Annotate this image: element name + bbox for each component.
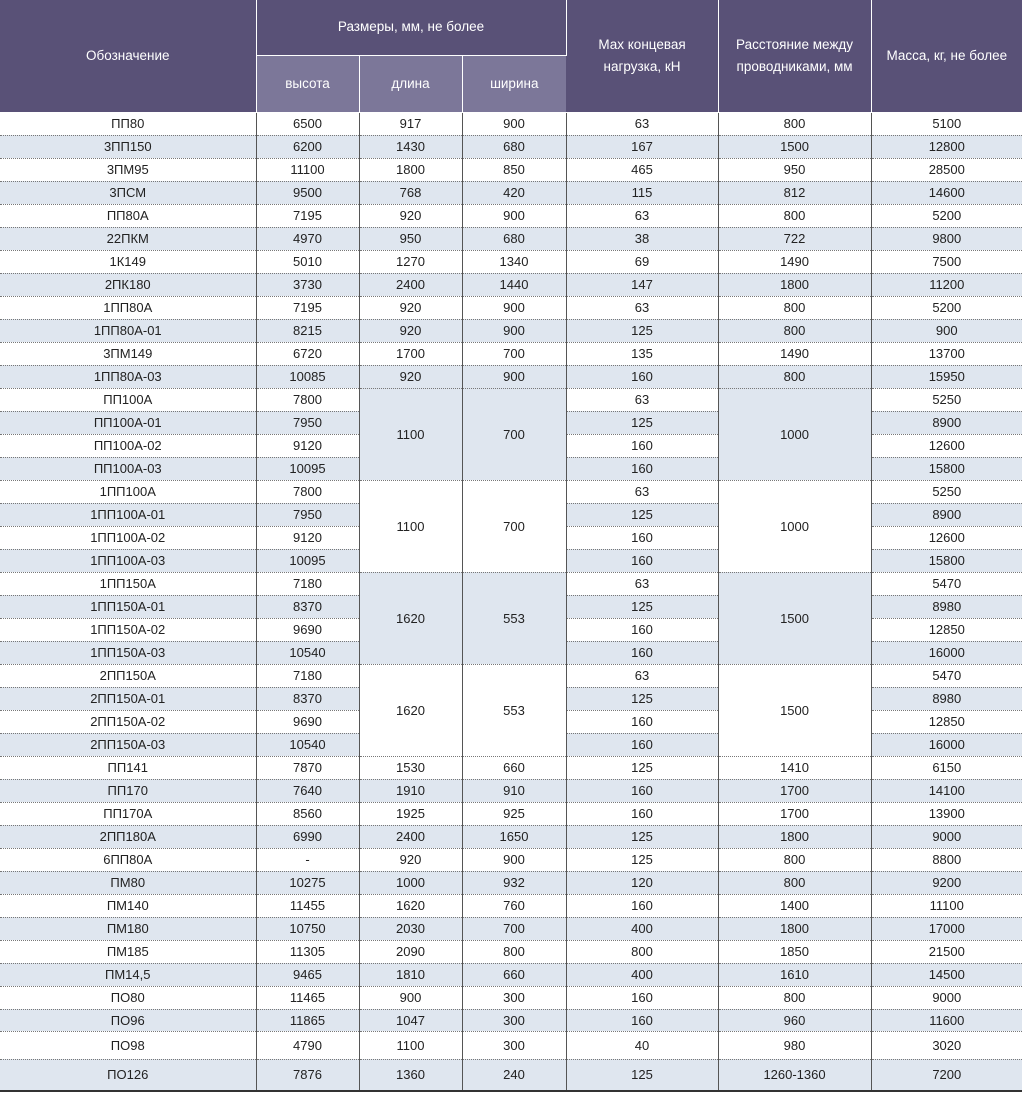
header-designation: Обозначение	[0, 0, 256, 112]
cell-distance: 1700	[718, 802, 871, 825]
cell-length: 2400	[359, 273, 462, 296]
header-load: Мах концевая нагрузка, кН	[566, 0, 718, 112]
cell-distance: 950	[718, 158, 871, 181]
cell-length: 1810	[359, 963, 462, 986]
cell-width: 700	[462, 917, 566, 940]
cell-length: 900	[359, 986, 462, 1009]
cell-load: 160	[566, 434, 718, 457]
cell-mass: 8980	[871, 687, 1022, 710]
cell-designation: ПМ185	[0, 940, 256, 963]
cell-width: 925	[462, 802, 566, 825]
table-row	[0, 779, 1022, 802]
cell-designation: 1ПП80А-01	[0, 319, 256, 342]
cell-mass: 9000	[871, 825, 1022, 848]
cell-distance: 1850	[718, 940, 871, 963]
cell-load: 125	[566, 319, 718, 342]
cell-height: 6990	[256, 825, 359, 848]
cell-load: 160	[566, 986, 718, 1009]
cell-designation: ПМ80	[0, 871, 256, 894]
cell-load: 125	[566, 756, 718, 779]
cell-load: 63	[566, 112, 718, 135]
header-length: длина	[359, 55, 462, 112]
cell-designation: 3ПСМ	[0, 181, 256, 204]
cell-designation: 2ПП150А-02	[0, 710, 256, 733]
table-row	[0, 227, 1022, 250]
cell-mass: 14600	[871, 181, 1022, 204]
cell-distance: 800	[718, 319, 871, 342]
cell-height: 6200	[256, 135, 359, 158]
cell-load: 160	[566, 641, 718, 664]
cell-load: 160	[566, 526, 718, 549]
cell-distance: 800	[718, 986, 871, 1009]
cell-load: 160	[566, 618, 718, 641]
table-row	[0, 664, 1022, 687]
cell-load: 120	[566, 871, 718, 894]
cell-distance: 1700	[718, 779, 871, 802]
cell-width: 300	[462, 1009, 566, 1031]
cell-length: 1430	[359, 135, 462, 158]
cell-load: 160	[566, 1009, 718, 1031]
cell-mass: 9000	[871, 986, 1022, 1009]
cell-width: 900	[462, 204, 566, 227]
cell-designation: ПО126	[0, 1059, 256, 1091]
cell-designation: 3ПМ95	[0, 158, 256, 181]
table-row	[0, 1009, 1022, 1031]
cell-mass: 5200	[871, 204, 1022, 227]
cell-distance: 1800	[718, 273, 871, 296]
cell-height: 3730	[256, 273, 359, 296]
cell-width: 800	[462, 940, 566, 963]
cell-load: 147	[566, 273, 718, 296]
table-row	[0, 296, 1022, 319]
cell-length: 1100	[359, 1031, 462, 1059]
cell-mass: 12850	[871, 710, 1022, 733]
table-row	[0, 802, 1022, 825]
cell-height: 10095	[256, 549, 359, 572]
cell-height: 4790	[256, 1031, 359, 1059]
cell-mass: 16000	[871, 733, 1022, 756]
cell-designation: ПО98	[0, 1031, 256, 1059]
cell-height: 8560	[256, 802, 359, 825]
cell-height: 8370	[256, 687, 359, 710]
cell-designation: ПП100А-03	[0, 457, 256, 480]
cell-length: 2090	[359, 940, 462, 963]
cell-mass: 15800	[871, 457, 1022, 480]
table-row	[0, 204, 1022, 227]
cell-distance: 1490	[718, 342, 871, 365]
cell-mass: 3020	[871, 1031, 1022, 1059]
cell-load: 125	[566, 848, 718, 871]
cell-width: 553	[462, 572, 566, 664]
cell-width: 420	[462, 181, 566, 204]
cell-height: 9690	[256, 710, 359, 733]
cell-mass: 7200	[871, 1059, 1022, 1091]
cell-length: 920	[359, 848, 462, 871]
table-row	[0, 319, 1022, 342]
cell-length: 1700	[359, 342, 462, 365]
cell-designation: 1ПП100А	[0, 480, 256, 503]
cell-height: 11465	[256, 986, 359, 1009]
table-row	[0, 1059, 1022, 1091]
cell-designation: 3ПП150	[0, 135, 256, 158]
cell-distance: 960	[718, 1009, 871, 1031]
cell-height: 9120	[256, 434, 359, 457]
cell-length: 920	[359, 319, 462, 342]
cell-height: 7950	[256, 411, 359, 434]
cell-load: 160	[566, 779, 718, 802]
cell-mass: 11600	[871, 1009, 1022, 1031]
cell-width: 900	[462, 365, 566, 388]
cell-width: 900	[462, 296, 566, 319]
table-row	[0, 894, 1022, 917]
cell-width: 660	[462, 963, 566, 986]
cell-mass: 11200	[871, 273, 1022, 296]
cell-height: 10750	[256, 917, 359, 940]
cell-mass: 12600	[871, 434, 1022, 457]
cell-height: -	[256, 848, 359, 871]
cell-designation: 2ПП150А-03	[0, 733, 256, 756]
cell-distance: 980	[718, 1031, 871, 1059]
cell-mass: 13700	[871, 342, 1022, 365]
cell-mass: 900	[871, 319, 1022, 342]
cell-width: 700	[462, 342, 566, 365]
cell-length: 920	[359, 365, 462, 388]
cell-height: 7195	[256, 296, 359, 319]
cell-designation: ПП100А-01	[0, 411, 256, 434]
cell-height: 7640	[256, 779, 359, 802]
cell-mass: 5250	[871, 388, 1022, 411]
cell-designation: 2ПП150А-01	[0, 687, 256, 710]
cell-length: 950	[359, 227, 462, 250]
cell-length: 1270	[359, 250, 462, 273]
table-row	[0, 825, 1022, 848]
cell-designation: ПП170	[0, 779, 256, 802]
cell-load: 400	[566, 917, 718, 940]
table-row	[0, 158, 1022, 181]
cell-height: 9120	[256, 526, 359, 549]
cell-load: 125	[566, 1059, 718, 1091]
cell-width: 850	[462, 158, 566, 181]
cell-load: 160	[566, 549, 718, 572]
cell-width: 553	[462, 664, 566, 756]
cell-distance: 1260-1360	[718, 1059, 871, 1091]
cell-load: 160	[566, 365, 718, 388]
cell-length: 1925	[359, 802, 462, 825]
cell-load: 38	[566, 227, 718, 250]
cell-designation: 1ПП100А-01	[0, 503, 256, 526]
header-mass: Масса, кг, не более	[871, 0, 1022, 112]
cell-load: 125	[566, 595, 718, 618]
cell-width: 700	[462, 480, 566, 572]
cell-mass: 8900	[871, 503, 1022, 526]
table-row	[0, 1031, 1022, 1059]
cell-width: 300	[462, 986, 566, 1009]
cell-distance: 1500	[718, 664, 871, 756]
cell-height: 7870	[256, 756, 359, 779]
cell-length: 2030	[359, 917, 462, 940]
cell-load: 125	[566, 503, 718, 526]
cell-width: 680	[462, 227, 566, 250]
cell-height: 5010	[256, 250, 359, 273]
cell-load: 115	[566, 181, 718, 204]
cell-load: 63	[566, 388, 718, 411]
cell-mass: 21500	[871, 940, 1022, 963]
cell-load: 125	[566, 411, 718, 434]
cell-height: 7180	[256, 572, 359, 595]
cell-distance: 1000	[718, 480, 871, 572]
cell-width: 1340	[462, 250, 566, 273]
cell-designation: 1ПП80А-03	[0, 365, 256, 388]
cell-designation: ПП100А	[0, 388, 256, 411]
cell-mass: 9200	[871, 871, 1022, 894]
cell-mass: 16000	[871, 641, 1022, 664]
cell-mass: 7500	[871, 250, 1022, 273]
cell-mass: 14100	[871, 779, 1022, 802]
cell-height: 6500	[256, 112, 359, 135]
cell-height: 9500	[256, 181, 359, 204]
cell-designation: ПП141	[0, 756, 256, 779]
cell-height: 8370	[256, 595, 359, 618]
table-row	[0, 181, 1022, 204]
cell-mass: 6150	[871, 756, 1022, 779]
cell-distance: 1800	[718, 825, 871, 848]
cell-height: 7180	[256, 664, 359, 687]
cell-length: 1100	[359, 388, 462, 480]
cell-height: 4970	[256, 227, 359, 250]
cell-load: 160	[566, 710, 718, 733]
cell-designation: ПМ14,5	[0, 963, 256, 986]
cell-height: 11305	[256, 940, 359, 963]
cell-designation: 1ПП150А	[0, 572, 256, 595]
table-row	[0, 480, 1022, 503]
cell-height: 7876	[256, 1059, 359, 1091]
cell-height: 11865	[256, 1009, 359, 1031]
cell-length: 1530	[359, 756, 462, 779]
cell-height: 10275	[256, 871, 359, 894]
cell-height: 10095	[256, 457, 359, 480]
cell-width: 760	[462, 894, 566, 917]
cell-length: 1800	[359, 158, 462, 181]
cell-designation: ПП100А-02	[0, 434, 256, 457]
cell-distance: 1500	[718, 135, 871, 158]
cell-mass: 8800	[871, 848, 1022, 871]
cell-designation: 1ПП150А-01	[0, 595, 256, 618]
cell-distance: 1400	[718, 894, 871, 917]
cell-width: 660	[462, 756, 566, 779]
cell-mass: 5200	[871, 296, 1022, 319]
table-row	[0, 572, 1022, 595]
cell-designation: ПП80	[0, 112, 256, 135]
cell-distance: 800	[718, 112, 871, 135]
cell-distance: 812	[718, 181, 871, 204]
cell-designation: ПМ140	[0, 894, 256, 917]
cell-width: 240	[462, 1059, 566, 1091]
cell-load: 160	[566, 457, 718, 480]
table-row	[0, 365, 1022, 388]
cell-designation: 1К149	[0, 250, 256, 273]
cell-length: 1100	[359, 480, 462, 572]
cell-height: 7195	[256, 204, 359, 227]
cell-designation: 1ПП150А-03	[0, 641, 256, 664]
cell-mass: 12800	[871, 135, 1022, 158]
cell-distance: 1610	[718, 963, 871, 986]
cell-length: 2400	[359, 825, 462, 848]
cell-designation: ПМ180	[0, 917, 256, 940]
cell-width: 680	[462, 135, 566, 158]
cell-mass: 15800	[871, 549, 1022, 572]
cell-mass: 9800	[871, 227, 1022, 250]
cell-designation: 3ПМ149	[0, 342, 256, 365]
cell-height: 10540	[256, 733, 359, 756]
table-row	[0, 756, 1022, 779]
cell-height: 9690	[256, 618, 359, 641]
cell-height: 9465	[256, 963, 359, 986]
cell-mass: 12850	[871, 618, 1022, 641]
cell-height: 11100	[256, 158, 359, 181]
cell-width: 900	[462, 848, 566, 871]
table-row	[0, 112, 1022, 135]
cell-distance: 722	[718, 227, 871, 250]
cell-load: 465	[566, 158, 718, 181]
cell-designation: 2ПК180	[0, 273, 256, 296]
cell-mass: 17000	[871, 917, 1022, 940]
cell-designation: ПО80	[0, 986, 256, 1009]
cell-mass: 28500	[871, 158, 1022, 181]
cell-distance: 800	[718, 296, 871, 319]
cell-distance: 1800	[718, 917, 871, 940]
table-row	[0, 940, 1022, 963]
cell-height: 8215	[256, 319, 359, 342]
cell-height: 7800	[256, 388, 359, 411]
cell-height: 7800	[256, 480, 359, 503]
cell-height: 7950	[256, 503, 359, 526]
cell-load: 135	[566, 342, 718, 365]
cell-length: 1620	[359, 894, 462, 917]
cell-mass: 14500	[871, 963, 1022, 986]
cell-length: 1910	[359, 779, 462, 802]
cell-length: 917	[359, 112, 462, 135]
table-row	[0, 342, 1022, 365]
cell-mass: 5470	[871, 664, 1022, 687]
cell-load: 69	[566, 250, 718, 273]
cell-mass: 5470	[871, 572, 1022, 595]
cell-designation: 1ПП100А-02	[0, 526, 256, 549]
cell-designation: 2ПП150А	[0, 664, 256, 687]
cell-distance: 800	[718, 848, 871, 871]
cell-load: 63	[566, 480, 718, 503]
cell-distance: 1490	[718, 250, 871, 273]
cell-designation: ПП80А	[0, 204, 256, 227]
header-height: высота	[256, 55, 359, 112]
cell-load: 125	[566, 825, 718, 848]
cell-load: 125	[566, 687, 718, 710]
cell-load: 63	[566, 664, 718, 687]
table-row	[0, 963, 1022, 986]
cell-designation: ПО96	[0, 1009, 256, 1031]
cell-length: 920	[359, 296, 462, 319]
cell-designation: 6ПП80А	[0, 848, 256, 871]
cell-load: 40	[566, 1031, 718, 1059]
cell-designation: 1ПП80А	[0, 296, 256, 319]
cell-length: 768	[359, 181, 462, 204]
cell-width: 900	[462, 112, 566, 135]
cell-load: 63	[566, 296, 718, 319]
table-row	[0, 848, 1022, 871]
table-row	[0, 388, 1022, 411]
cell-load: 63	[566, 204, 718, 227]
table-row	[0, 917, 1022, 940]
cell-designation: 1ПП150А-02	[0, 618, 256, 641]
cell-width: 300	[462, 1031, 566, 1059]
cell-designation: 22ПКМ	[0, 227, 256, 250]
cell-distance: 1410	[718, 756, 871, 779]
table-header	[0, 0, 1022, 112]
header-dimensions: Размеры, мм, не более	[256, 0, 566, 55]
cell-width: 700	[462, 388, 566, 480]
table-body	[0, 112, 1022, 1091]
cell-distance: 800	[718, 871, 871, 894]
cell-load: 400	[566, 963, 718, 986]
cell-width: 910	[462, 779, 566, 802]
cell-load: 160	[566, 802, 718, 825]
cell-length: 1620	[359, 572, 462, 664]
table-row	[0, 871, 1022, 894]
cell-length: 1047	[359, 1009, 462, 1031]
table-row	[0, 273, 1022, 296]
cell-designation: 1ПП100А-03	[0, 549, 256, 572]
cell-load: 160	[566, 894, 718, 917]
cell-load: 167	[566, 135, 718, 158]
cell-load: 63	[566, 572, 718, 595]
cell-mass: 5250	[871, 480, 1022, 503]
cell-mass: 11100	[871, 894, 1022, 917]
table-row	[0, 250, 1022, 273]
cell-length: 1360	[359, 1059, 462, 1091]
cell-distance: 800	[718, 365, 871, 388]
cell-distance: 800	[718, 204, 871, 227]
cell-height: 6720	[256, 342, 359, 365]
header-width: ширина	[462, 55, 566, 112]
table-row	[0, 135, 1022, 158]
cell-mass: 13900	[871, 802, 1022, 825]
cell-load: 800	[566, 940, 718, 963]
cell-height: 10540	[256, 641, 359, 664]
cell-width: 1650	[462, 825, 566, 848]
cell-mass: 5100	[871, 112, 1022, 135]
cell-length: 1620	[359, 664, 462, 756]
table-row	[0, 986, 1022, 1009]
cell-distance: 1500	[718, 572, 871, 664]
cell-mass: 8900	[871, 411, 1022, 434]
cell-designation: ПП170А	[0, 802, 256, 825]
cell-height: 10085	[256, 365, 359, 388]
cell-load: 160	[566, 733, 718, 756]
cell-width: 1440	[462, 273, 566, 296]
cell-length: 1000	[359, 871, 462, 894]
header-distance: Расстояние между проводниками, мм	[718, 0, 871, 112]
cell-width: 900	[462, 319, 566, 342]
cell-mass: 8980	[871, 595, 1022, 618]
cell-designation: 2ПП180А	[0, 825, 256, 848]
cell-distance: 1000	[718, 388, 871, 480]
cell-width: 932	[462, 871, 566, 894]
cell-mass: 15950	[871, 365, 1022, 388]
cell-mass: 12600	[871, 526, 1022, 549]
cell-height: 11455	[256, 894, 359, 917]
cell-length: 920	[359, 204, 462, 227]
